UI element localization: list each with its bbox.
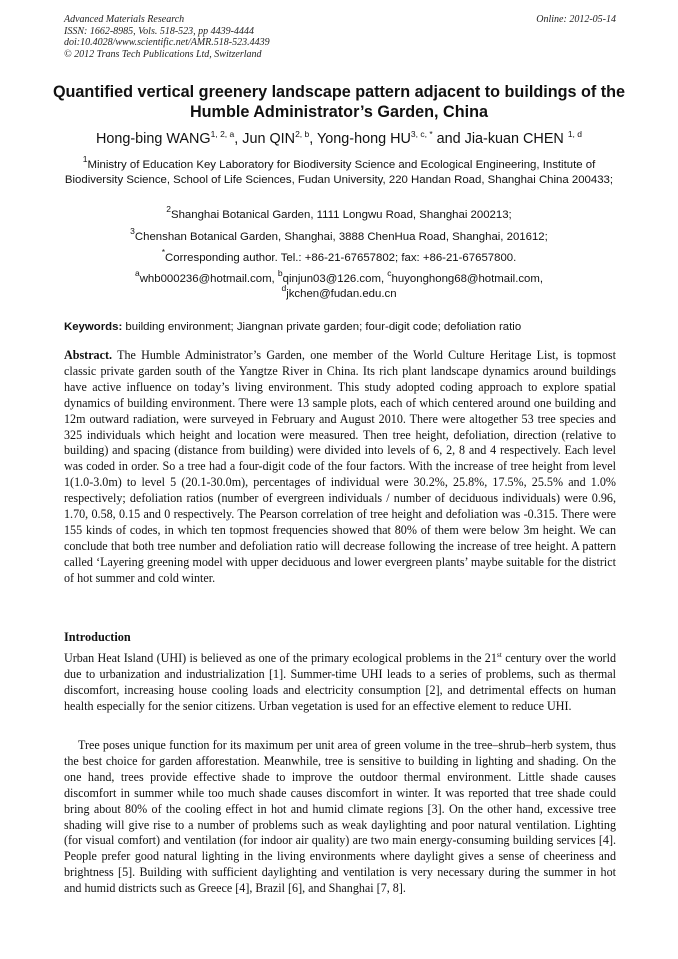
online-date: Online: 2012-05-14 bbox=[536, 14, 616, 25]
author-affiliation-sup: 1, 2, a bbox=[210, 129, 235, 139]
affiliation-sup: 3 bbox=[130, 226, 135, 236]
issn-line: ISSN: 1662-8985, Vols. 518-523, pp 4439-4444 bbox=[64, 25, 254, 37]
author-affiliation-sup: 3, c, * bbox=[410, 129, 433, 139]
copyright-line: © 2012 Trans Tech Publications Ltd, Switzerland bbox=[64, 48, 262, 60]
author-name: Jun QIN bbox=[242, 131, 296, 147]
author-name: Jia-kuan CHEN bbox=[464, 131, 568, 147]
paragraph-text: century over the world due to urbanization and industrialization [1]. Summer-time UHI leads to a series of problems, such as thermal discomfort, increasing house cooling loads and electricity consumption [2], and detrimental effects on human health especially for the senior citizens. Urban vegetation is used for an effective element to reduce UHI. bbox=[64, 651, 616, 713]
email-address: qinjun03@126.com, bbox=[282, 273, 388, 285]
email-address: huyonghong68@hotmail.com, bbox=[391, 273, 544, 285]
keywords-label: Keywords: bbox=[64, 321, 123, 333]
email-address: jkchen@fudan.edu.cn bbox=[286, 287, 397, 300]
email-sup: c bbox=[387, 268, 392, 278]
doi-line: doi:10.4028/www.scientific.net/AMR.518-523.4439 bbox=[64, 37, 270, 48]
corresponding-author bbox=[56, 247, 622, 266]
affiliation-sup: 1 bbox=[82, 154, 88, 164]
author-name: Hong-bing WANG bbox=[95, 131, 211, 147]
author-separator: , bbox=[309, 131, 317, 147]
journal-header bbox=[64, 14, 616, 60]
author-separator: and bbox=[432, 131, 465, 147]
abstract bbox=[64, 348, 616, 587]
ordinal-sup: st bbox=[496, 650, 502, 659]
author-affiliation-sup: 1, d bbox=[567, 129, 582, 139]
author-name: Yong-hong HU bbox=[317, 131, 411, 147]
author-list bbox=[30, 130, 648, 148]
corresponding-text: Corresponding author. Tel.: +86-21-67657802; fax: +86-21-67657800. bbox=[165, 252, 517, 264]
keywords bbox=[64, 320, 616, 334]
affiliation-text: Ministry of Education Key Laboratory for Biodiversity Science and Ecological Engineering, Institute of Biodiversity Science, School of Life Sciences, Fudan University, 220 Handan Road, Shanghai China 200433; bbox=[64, 159, 614, 186]
email-address: whb000236@hotmail.com, bbox=[139, 273, 278, 285]
journal-info bbox=[64, 14, 616, 60]
author-separator: , bbox=[234, 131, 243, 147]
affiliation-text: Chenshan Botanical Garden, Shanghai, 3888 ChenHua Road, Shanghai, 201612; bbox=[134, 231, 548, 243]
corresponding-sup: * bbox=[161, 247, 166, 257]
email-sup: a bbox=[134, 268, 140, 278]
paper-title: Quantified vertical greenery landscape pattern adjacent to buildings of the Humble Administrator’s Garden, China bbox=[52, 83, 626, 121]
affiliation-sup: 2 bbox=[166, 204, 171, 214]
keywords-text: building environment; Jiangnan private garden; four-digit code; defoliation ratio bbox=[122, 321, 522, 333]
paragraph-text: Urban Heat Island (UHI) is believed as one of the primary ecological problems in the 21 bbox=[64, 651, 497, 665]
affiliation-3 bbox=[56, 226, 622, 245]
abstract-label: Abstract. bbox=[64, 348, 113, 362]
section-heading-introduction: Introduction bbox=[64, 630, 131, 644]
author-affiliation-sup: 2, b bbox=[295, 129, 310, 139]
affiliation-text: Shanghai Botanical Garden, 1111 Longwu Road, Shanghai 200213; bbox=[171, 209, 512, 221]
email-sup: d bbox=[281, 282, 287, 293]
journal-name: Advanced Materials Research bbox=[64, 14, 185, 25]
affiliation-2 bbox=[56, 204, 622, 223]
email-sup: b bbox=[277, 268, 283, 278]
abstract-text: The Humble Administrator’s Garden, one member of the World Culture Heritage List, is topmost classic private garden south of the Yangtze River in China. Its rich plant landscape dynamics around buildings have active influence on today’s living environment. This study adopted coding approach to explore spatial dynamics of building environment. There were 13 sample plots, each of which centered around one building and 12m outward radiation, were surveyed in February and August 2010. There were altogether 53 tree species and 325 individuals which height and location were measured. Then tree height, defoliation, direction (relative to building) and spacing (distance from building) were divided into levels of 6, 2, 8 and 4 respectively. Each level was coded in order. So a tree had a four-digit code of the four factors. With the increase of tree height from level 1(1.0-3.0m) to level 5 (20.1-30.0m), percentages of individual were 30.2%, 25.8%, 17.5%, 25.5% and 1.0% respectively; defoliation ratios (number of evergreen individuals / number of deciduous individuals) were 0.96, 1.70, 0.58, 0.15 and 0 respectively. The Pearson correlation of tree height and defoliation was -0.315. There were 155 kinds of codes, in which ten topmost frequencies showed that 80% of them were below 3m height. We can conclude that both tree number and defoliation ratio will decrease following the increase of tree height. A pattern called ‘Layering greening model with upper deciduous and lower evergreen plants’ maybe suitable for the district of hot summer and cold winter. bbox=[64, 348, 616, 585]
affiliation-1 bbox=[56, 154, 622, 187]
introduction-paragraph-1 bbox=[64, 651, 616, 715]
author-emails bbox=[56, 268, 622, 301]
introduction-paragraph-2: Tree poses unique function for its maximum per unit area of green volume in the tree–shrub–herb system, thus the best choice for garden afforestation. Meanwhile, tree is sensitive to building in lighting and shading. On the one hand, trees provide effective shade to improve the outdoor thermal environment. Little shade causes discomfort in summer while too much shade causes discomfort in winter. It was reported that tree shade could bring about 80% of the cooling effect in hot and humid climate regions [3]. On the other hand, excessive tree shading will give rise to a number of problems such as weak daylighting and poor natural ventilation. Lighting (for visual comfort) and ventilation (for indoor air quality) are two main energy-consuming building services [4]. People prefer good natural lighting in the living environments where daylight gives a sense of cheeriness and brightness [5]. Building with sufficient daylighting and ventilation is very necessary during the summer in hot and humid districts such as Greece [4], Brazil [6], and Shanghai [7, 8]. bbox=[64, 738, 616, 896]
